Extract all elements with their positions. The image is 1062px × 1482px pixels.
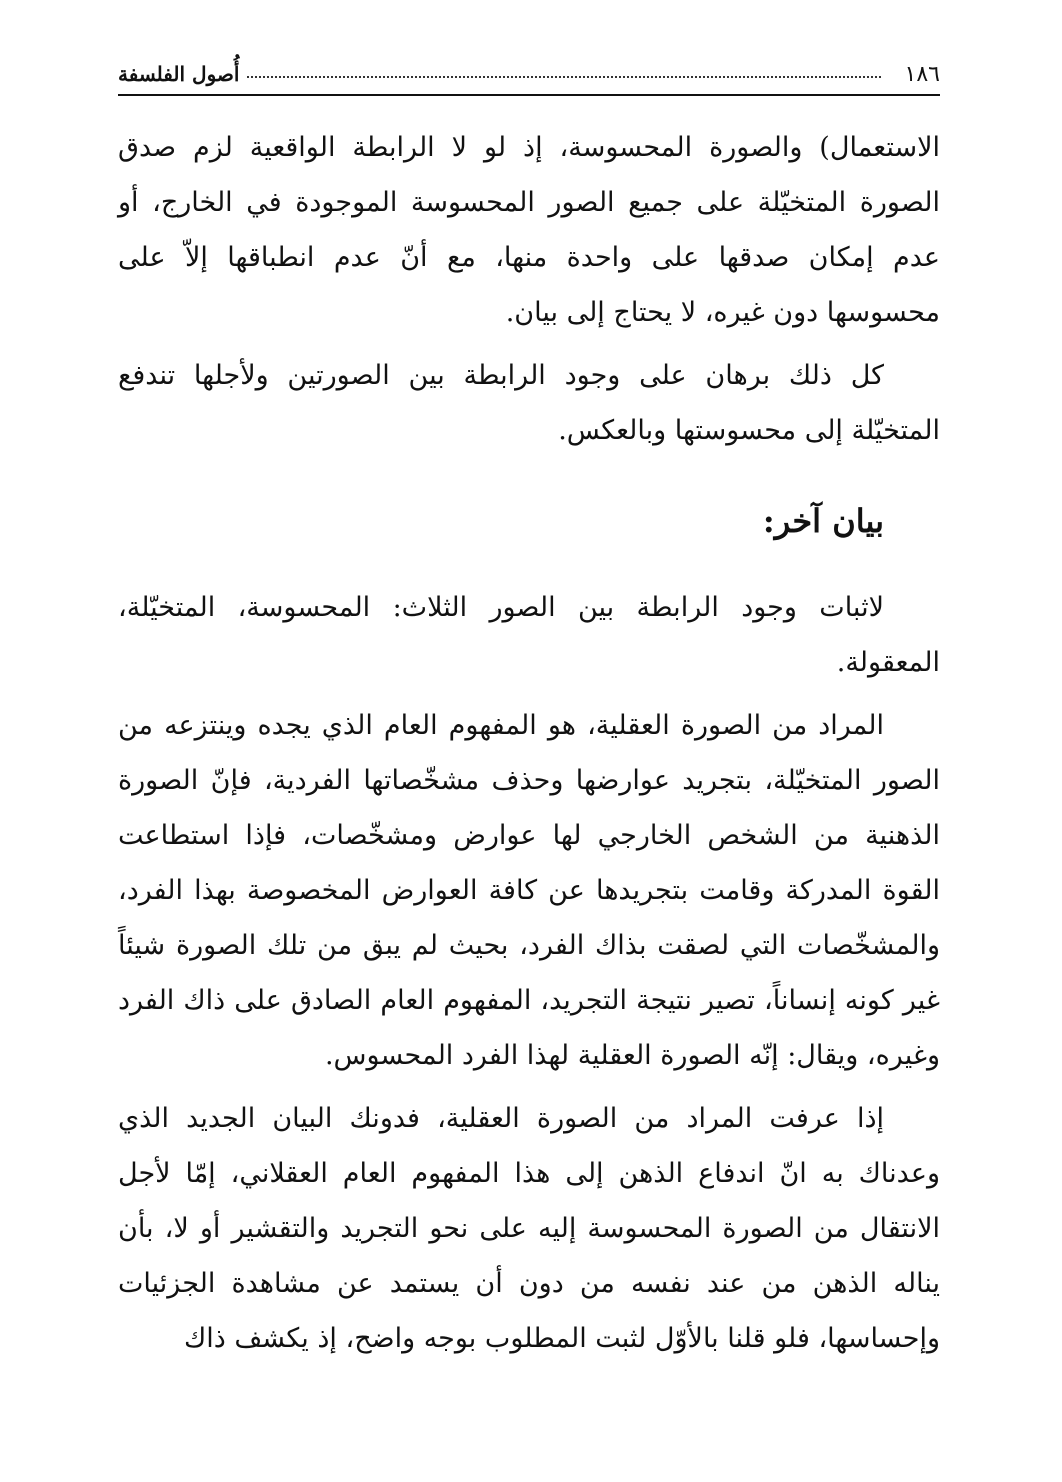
section-heading: بيان آخر: (762, 502, 884, 540)
paragraph-conclusion: كل ذلك برهان على وجود الرابطة بين الصورتين ولأجلها تندفع المتخيّلة إلى محسوستها وبالعكس. (118, 360, 940, 446)
paragraph-definition: المراد من الصورة العقلية، هو المفهوم العام الذي يجده وينتزعه من الصور المتخيّلة، بتجريد عوارضها وحذف مشخّصاتها الفردية، فإنّ الصورة الذهنية من الشخص الخارجي لها عوارض ومشخّصات، فإذا استطاعت القوة المدركة وقامت بتجريدها عن كافة العوارض المخصوصة بهذا الفرد، والمشخّصات التي لصقت بذاك الفرد، بحيث لم يبق من تلك الصورة شيئاً غير كونه إنساناً، تصير نتيجة التجريد، المفهوم العام الصادق على ذاك الفرد وغيره، ويقال: إنّه الصورة العقلية لهذا الفرد المحسوس. (118, 710, 940, 1071)
page-number: ١٨٦ (904, 61, 940, 87)
book-title: أُصول الفلسفة (118, 62, 240, 86)
header-divider (118, 94, 940, 96)
running-header (118, 56, 940, 92)
header-dot-leader (247, 76, 880, 78)
paragraph-continuation: الاستعمال) والصورة المحسوسة، إذ لو لا الرابطة الواقعية لزم صدق الصورة المتخيّلة على جميع الصور المحسوسة الموجودة في الخارج، أو عدم إمكان صدقها على واحدة منها، مع أنّ عدم انطباقها إلاّ على محسوسها دون غيره، لا يحتاج إلى بيان. (118, 132, 941, 328)
paragraph-purpose: لاثبات وجود الرابطة بين الصور الثلاث: المحسوسة، المتخيّلة، المعقولة. (118, 592, 940, 678)
body-text (118, 120, 940, 1374)
paragraph-argument: إذا عرفت المراد من الصورة العقلية، فدونك البيان الجديد الذي وعدناك به انّ اندفاع الذهن إلى هذا المفهوم العام العقلاني، إمّا لأجل الانتقال من الصورة المحسوسة إليه على نحو التجريد والتقشير أو لا، بأن يناله الذهن من عند نفسه من دون أن يستمد عن مشاهدة الجزئيات وإحساسها، فلو قلنا بالأوّل لثبت المطلوب بوجه واضح، إذ يكشف ذاك (118, 1103, 940, 1354)
